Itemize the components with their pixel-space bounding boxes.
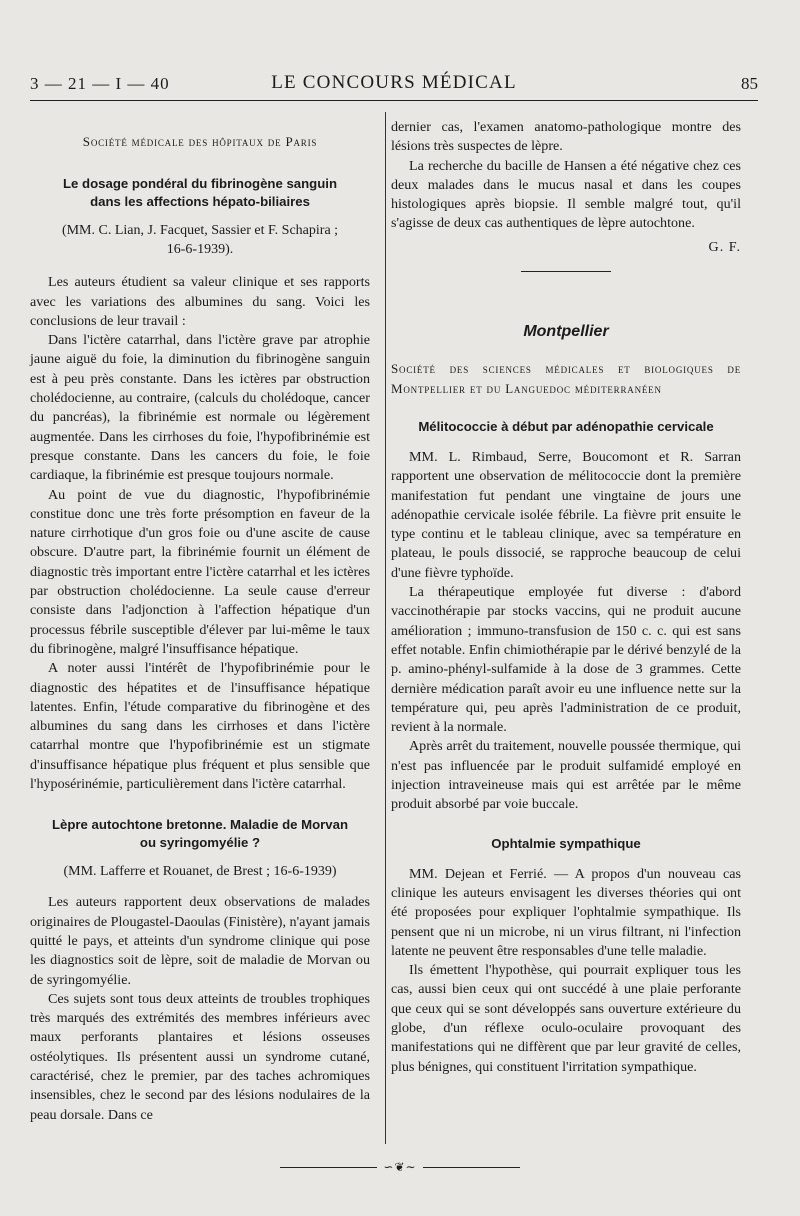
ornament-rule [423,1167,520,1168]
paragraph: La recherche du bacille de Hansen a été négative chez ces deux malades dans le mucus nasal et dans les coupes histologiques après biopsie. Il semble malgré tout, qu'il s'agisse de deux cas authentiques de lèpre autochtone. [391,157,741,232]
paragraph: La thérapeutique employée fut diverse : d'abord vaccinothérapie par stocks vaccins, qui ne produit aucune amélioration ; immuno-transfusion de 150 c. c. qui est sans effet notable. Enfin chimiothérapie par le dérivé benzylé de la p. amino-phényl-sulfamide à la dose de 3 grammes. Cette dernière médication paraît avoir eu une influence nette sur la température qui, peu après l'administration de ce produit, revient à la normale. [391,584,741,736]
article-continuation-lepre [391,118,741,234]
right-column [391,118,741,1077]
paragraph: Les auteurs rapportent deux observations de malades originaires de Plougastel-Daoulas (Finistère), n'ayant jamais quitté le pays, et atteints d'un syndrome clinique qui pose les diagnostics soit de lèpre, soit de maladie de Morvan ou de syringomyélie. [30,894,370,988]
article-body-fibrinogene [30,273,370,794]
article-authors-lepre: (MM. Lafferre et Rouanet, de Brest ; 16-6-1939) [63,864,337,880]
paragraph: Après arrêt du traitement, nouvelle poussée thermique, qui n'est pas influencée par le produit sulfamidé employé en injection intraveineuse mais qui est arrêtée par le même produit absorbé par voie buccale. [391,738,741,813]
article-body-ophtalmie [391,865,741,1077]
paragraph: A noter aussi l'intérêt de l'hypofibrinémie pour le diagnostic des hépatites et de l'insuffisance hépatique latentes. Enfin, l'étude comparative du fibrinogène et des albumines du sang dans les cirrhoses et dans l'ictère catarrhal montre que l'hypofibrinémie est un stigmate d'insuffisance hépatique plus fréquent et plus sensible que l'hyposérinémie, particulièrement dans l'ictère catarrhal. [30,660,370,793]
paragraph: MM. Dejean et Ferrié. — A propos d'un nouveau cas clinique les auteurs envisagent les diverses théories qui ont été proposées pour expliquer l'ophtalmie sympathique. Ils pensent que ni un microbe, ni un virus filtrant, ni l'infection latente ne peuvent être responsables d'une telle maladie. [391,865,741,959]
page-number: 85 [741,74,758,93]
article-body-melitococcie [391,448,741,815]
paragraph: MM. L. Rimbaud, Serre, Boucomont et R. Sarran rapportent une observation de mélitococcie dont la première manifestation fut pendant une vingtaine de jours une adénopathie cervicale isolée fébrile. La fièvre prit ensuite le type continu et le tableau clinique, avec sa température en plateau, le pouls dissocié, se rapproche beaucoup de celui d'une fièvre typhoïde. [391,448,741,581]
paragraph: Dans l'ictère catarrhal, dans l'ictère grave par atrophie jaune aiguë du foie, la diminution du fibrinogène sanguin est à peu près constante. Dans les ictères par obstruction cholédocienne, au contraire, (calculs du cholédoque, cancer du pancréas), la fibrinémie est normale ou légèrement augmentée. Dans les cirrhoses du foie, l'hypofibrinémie est presque constante. Dans les cancers du foie, le foie cardiaque, la fibrinémie est presque toujours normale. [30,332,370,484]
paragraph: dernier cas, l'examen anatomo-pathologique montre des lésions très suspectes de lèpre. [391,119,741,155]
footer-ornament [280,1160,520,1174]
fleuron-icon: ∽❦∼ [383,1160,417,1174]
paragraph: Ils émettent l'hypothèse, qui pourrait expliquer tous les cas, aussi bien ceux qui ont succédé à une plaie perforante que ceux qui se sont développés sans ouverture extérieure du globe, d'un réflexe oculo-oculaire provoquant des manifestations qui ne diffèrent que par leur gravité de celles, plus bénignes, qui constituent l'irritation sympathique. [391,962,741,1075]
article-authors-fibrinogene [30,221,370,259]
article-body-lepre [30,893,370,1125]
title-line: Le dosage pondéral du fibrinogène sanguin [62,176,338,192]
title-line: ou syringomyélie ? [139,835,261,851]
paragraph: Ces sujets sont tous deux atteints de troubles trophiques très marqués des extrémités des membres inférieurs avec maux perforants plantaires et lésions osseuses ostéolytiques. Ils présentent aussi un syndrome cutané, caractérisé, chez le premier, par des taches achromiques insensibles, chez le second par des lésions nodulaires de la peau dorsale. Dans ce [30,990,370,1123]
city-heading-montpellier: Montpellier [523,323,609,341]
society-heading-montpellier: Société des sciences médicales et biologiques de Montpellier et du Languedoc méditerranéen [391,361,741,396]
paragraph: Au point de vue du diagnostic, l'hypofibrinémie constitue donc une très forte présomption en faveur de la nature cirrhotique d'un gros foie ou d'une ascite de cause obscure. D'autre part, la fibrinémie fournit un élément de diagnostic très important entre l'ictère catarrhal et les ictères par obstruction cholédocienne. La seule cause d'erreur consiste dans l'adjonction à l'affection hépatique d'un processus fébrile susceptible d'élever par lui-même le taux du fibrinogène, malgré l'insuffisance hépatique. [30,486,370,657]
article-title-melitococcie: Mélitococcie à début par adénopathie cervicale [418,418,714,434]
authors-line: 16-6-1939). [166,242,234,258]
journal-title: LE CONCOURS MÉDICAL [271,72,517,93]
article-title-ophtalmie: Ophtalmie sympathique [491,835,641,851]
article-title-fibrinogene [30,175,370,211]
society-heading-paris: Société médicale des hôpitaux de Paris [82,134,318,149]
page-header [30,72,758,101]
author-signature: G. F. [708,238,741,255]
section-divider [521,271,611,272]
ornament-rule [280,1167,377,1168]
authors-line: (MM. C. Lian, J. Facquet, Sassier et F. Schapira ; [61,223,339,239]
paragraph: Les auteurs étudient sa valeur clinique et ses rapports avec les variations des albumines du sang. Voici les conclusions de leur travail : [30,274,370,329]
title-line: Lèpre autochtone bretonne. Maladie de Morvan [51,817,349,833]
title-line: dans les affections hépato-biliaires [90,194,310,210]
column-divider [385,112,386,1144]
issue-date: 3 — 21 — I — 40 [30,74,170,93]
left-column [30,118,370,1125]
article-title-lepre [30,816,370,852]
